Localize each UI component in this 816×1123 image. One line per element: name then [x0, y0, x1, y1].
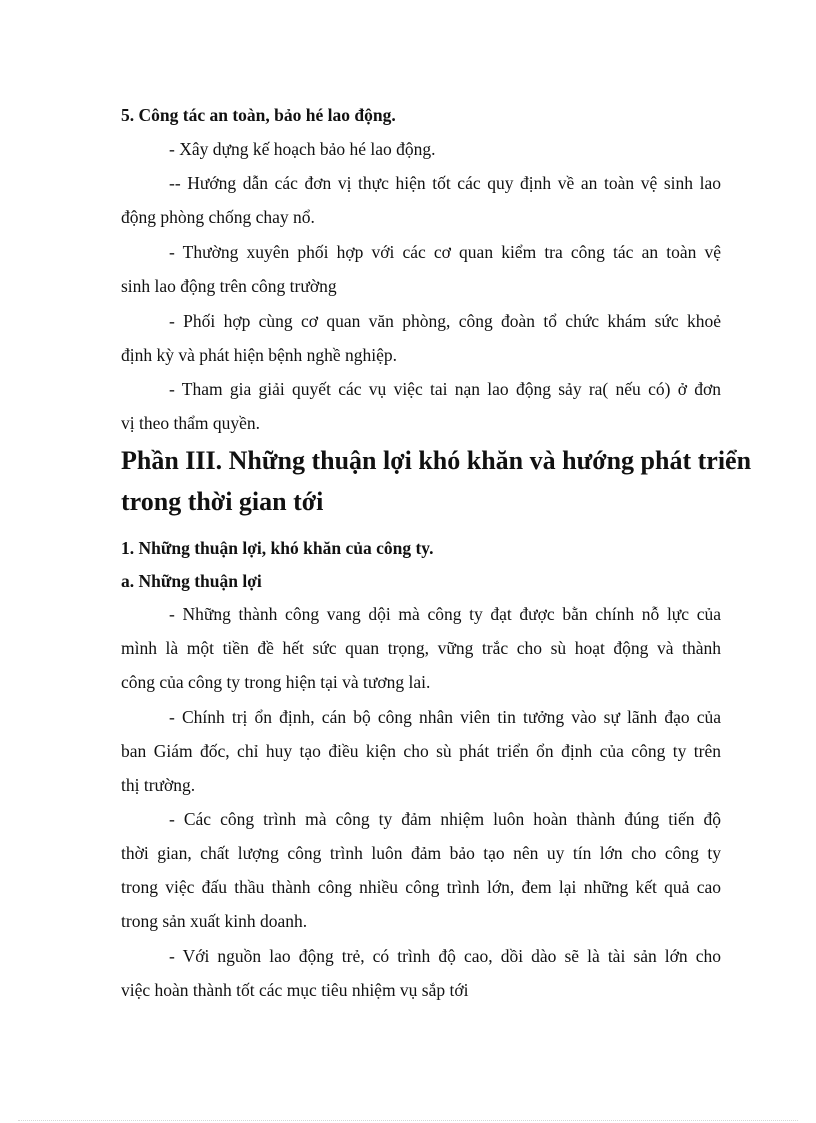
- paragraph-line: - Phối hợp cùng cơ quan văn phòng, công đoàn tổ chức khám sức khoẻ: [169, 311, 721, 331]
- paragraph-line: - Thường xuyên phối hợp với các cơ quan kiểm tra công tác an toàn vệ: [169, 242, 721, 262]
- paragraph-line: mình là một tiền đề hết sức quan trọng, vững trắc cho sù hoạt động và thành: [121, 638, 721, 658]
- paragraph-line: - Tham gia giải quyết các vụ việc tai nạn lao động sảy ra( nếu có) ở đơn: [169, 379, 721, 399]
- part-3-title-line-1: Phần III. Những thuận lợi khó khăn và hướng phát triển: [121, 446, 752, 475]
- paragraph-line: định kỳ và phát hiện bệnh nghề nghiệp.: [121, 345, 398, 365]
- paragraph-line: công của công ty trong hiện tại và tương lai.: [121, 672, 431, 692]
- paragraph-line: thời gian, chất lượng công trình luôn đảm bảo tạo nên uy tín lớn cho công ty: [121, 843, 721, 863]
- paragraph-line: - Với nguồn lao động trẻ, có trình độ cao, dồi dào sẽ là tài sản lớn cho: [169, 946, 721, 966]
- paragraph-line: trong sản xuất kinh doanh.: [121, 911, 308, 931]
- paragraph-line: sinh lao động trên công trường: [121, 276, 337, 296]
- paragraph-line: - Xây dựng kế hoạch bảo hé lao động.: [169, 139, 436, 159]
- paragraph-line: ban Giám đốc, chỉ huy tạo điều kiện cho sù phát triển ổn định của công ty trên: [121, 741, 721, 761]
- paragraph-line: -- Hướng dẫn các đơn vị thực hiện tốt các quy định về an toàn vệ sinh lao: [169, 173, 721, 193]
- paragraph-line: vị theo thẩm quyền.: [121, 413, 261, 433]
- paragraph-line: - Những thành công vang dội mà công ty đạt được bằn chính nỗ lực của: [169, 604, 721, 624]
- paragraph-line: trong việc đấu thầu thành công nhiều công trình lớn, đem lại những kết quả cao: [121, 877, 721, 897]
- page-bottom-divider: [18, 1120, 798, 1121]
- paragraph-line: thị trường.: [121, 775, 196, 795]
- paragraph-line: động phòng chống chay nổ.: [121, 207, 315, 227]
- paragraph-line: - Các công trình mà công ty đảm nhiệm luôn hoàn thành đúng tiến độ: [169, 809, 721, 829]
- paragraph-line: việc hoàn thành tốt các mục tiêu nhiệm vụ sắp tới: [121, 980, 469, 1000]
- section-5-heading: 5. Công tác an toàn, bảo hé lao động.: [121, 105, 396, 125]
- part-3-title-line-2: trong thời gian tới: [121, 487, 324, 516]
- paragraph-line: - Chính trị ổn định, cán bộ công nhân viên tin tưởng vào sự lãnh đạo của: [169, 707, 721, 727]
- subheading-1: 1. Những thuận lợi, khó khăn của công ty.: [121, 538, 434, 558]
- subheading-a: a. Những thuận lợi: [121, 571, 262, 591]
